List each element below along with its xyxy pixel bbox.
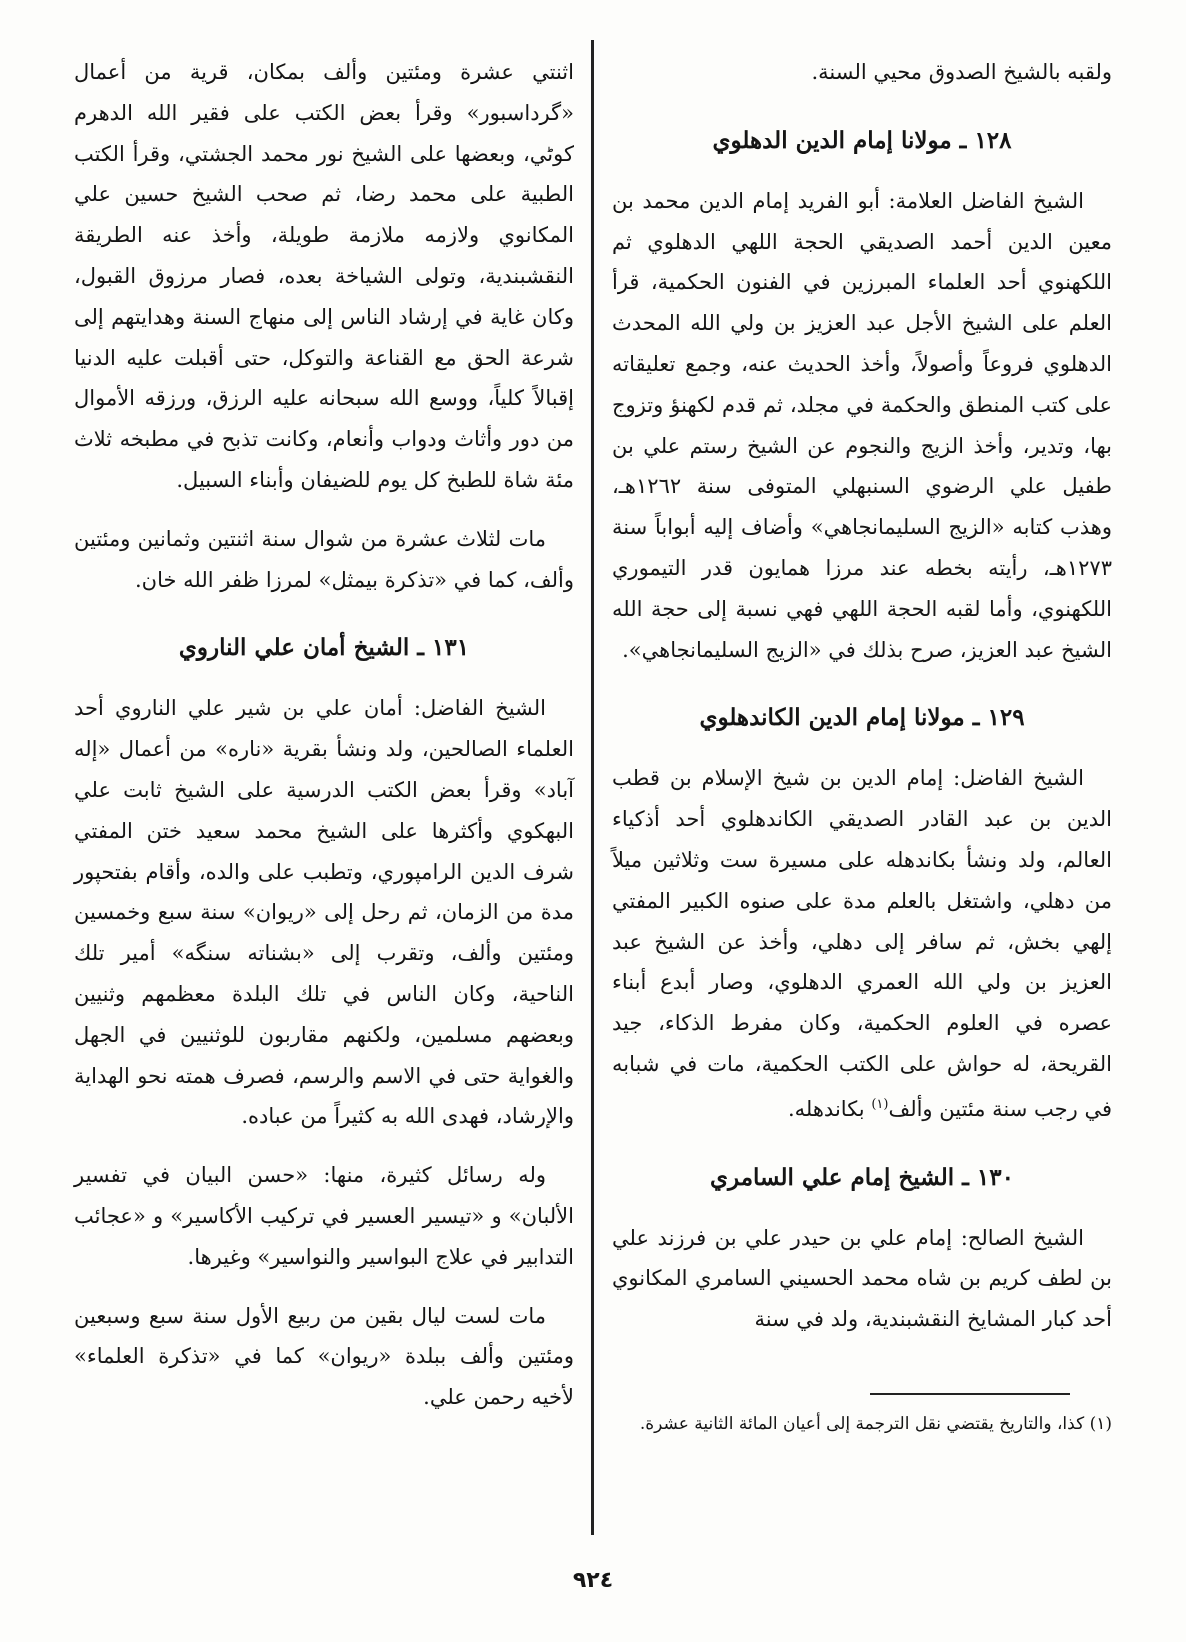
- entry-130-paragraph: الشيخ الصالح: إمام علي بن حيدر علي بن فرزند علي بن لطف كريم بن شاه محمد الحسيني السامري المكانوي أحد كبار المشايخ النقشبندية، ولد في سنة: [612, 1225, 1112, 1332]
- entry-129-heading: ١٢٩ ـ مولانا إمام الدين الكاندهلوي: [699, 704, 1025, 732]
- entry-131-paragraph: الشيخ الفاضل: أمان علي بن شير علي الناروي أحد العلماء الصالحين، ولد ونشأ بقرية «ناره» من أعمال «إله آباد» وقرأ بعض الكتب الدرسية على الشيخ ثابت علي البهكوي وأكثرها على الشيخ محمد سعيد ختن المفتي شرف الدين الرامپوري، وتطبب على والده، وأقام بفتحپور مدة من الزمان، ثم رحل إلى «ريوان» سنة سبع وخمسين ومئتين وألف، وتقرب إلى «بشناته سنگه» أمير تلك الناحية، وكان الناس في تلك البلدة معظمهم وثنيين وبعضهم مسلمين، ولكنهم مقاربون للوثنيين في الجهل والغواية حتى في الاسم والرسم، فصرف همته نحو الهداية والإرشاد، فهدى الله به كثيراً من عباده.: [74, 696, 574, 1129]
- entry-128-paragraph: الشيخ الفاضل العلامة: أبو الفريد إمام الدين محمد بن معين الدين أحمد الصديقي الحجة اللهي الدهلوي ثم اللكهنوي أحد العلماء المبرزين في الفنون الحكمية، قرأ العلم على الشيخ الأجل عبد العزيز بن ولي الله المحدث الدهلوي فروعاً وأصولاً، وأخذ الحديث عنه، وجمع تعليقاته على كتب المنطق والحكمة في مجلد، ثم قدم لكهنؤ وتزوج بها، وتدير، وأخذ الزيج والنجوم عن الشيخ رستم علي بن طفيل علي الرضوي السنبهلي المتوفى سنة ١٢٦٢هـ، وهذب كتابه «الزيج السليمانجاهي» وأضاف إليه أبواباً سنة ١٢٧٣هـ، رأيته بخطه عند مرزا همايون قدر التيموري اللكهنوي، وأما لقبه الحجة اللهي فهي نسبة إلى حجة الله الشيخ عبد العزيز، صرح بذلك في «الزيج السليمانجاهي».: [612, 188, 1112, 662]
- footnote: (١) كذا، والتاريخ يقتضي نقل الترجمة إلى أعيان المائة الثانية عشرة.: [639, 1414, 1112, 1434]
- entry-128-heading: ١٢٨ ـ مولانا إمام الدين الدهلوي: [712, 126, 1012, 154]
- opening-line: ولقبه بالشيخ الصدوق محيي السنة.: [811, 60, 1112, 84]
- page-number: ٩٢٤: [572, 1568, 614, 1593]
- entry-129-paragraph: [612, 758, 1112, 1129]
- footnote-rule: [870, 1393, 1070, 1395]
- left-column: [74, 52, 574, 1436]
- entry-129-text-end: بكاندهله.: [787, 1096, 872, 1121]
- right-column: [612, 52, 1112, 1358]
- entry-130-death: مات لثلاث عشرة من شوال سنة اثنتين وثمانين ومئتين وألف، كما في «تذكرة بيمثل» لمرزا ظفر الله خان.: [74, 526, 574, 592]
- entry-131-works: وله رسائل كثيرة، منها: «حسن البيان في تفسير الألبان» و «تيسير العسير في تركيب الأكاسير» و «عجائب التدابير في علاج البواسير والنواسير» وغيرها.: [74, 1163, 574, 1269]
- entry-130-heading: ١٣٠ ـ الشيخ إمام علي السامري: [710, 1163, 1014, 1191]
- entry-129-text: الشيخ الفاضل: إمام الدين بن شيخ الإسلام بن قطب الدين بن عبد القادر الصديقي الكاندهلوي أحد أذكياء العالم، ولد ونشأ بكاندهله على مسيرة ست وثلاثين ميلاً من دهلي، واشتغل بالعلم مدة على صنوه الكبير المفتي إلهي بخش، ثم سافر إلى دهلي، وأخذ عن الشيخ عبد العزيز بن ولي الله العمري الدهلوي، وصار أبدع أبناء عصره في العلوم الحكمية، وكان مفرط الذكاء، جيد القريحة، له حواش على الكتب الحكمية، مات في شبابه في رجب سنة مئتين وألف: [612, 766, 1112, 1121]
- footnote-marker[interactable]: (١): [871, 1096, 889, 1112]
- entry-131-death: مات لست ليال بقين من ربيع الأول سنة سبع وسبعين ومئتين وألف ببلدة «ريوان» كما في «تذكرة العلماء» لأخيه رحمن علي.: [74, 1303, 574, 1410]
- entry-130-continuation: اثنتي عشرة ومئتين وألف بمكان، قرية من أعمال «گرداسبور» وقرأ بعض الكتب على فقير الله الدهرم كوٹي، وبعضها على الشيخ نور محمد الجشتي، وقرأ الكتب الطبية على محمد رضا، ثم صحب الشيخ حسين علي المكانوي ولازمه ملازمة طويلة، وأخذ عنه الطريقة النقشبندية، وتولى الشياخة بعده، فصار مرزوق القبول، وكان غاية في إرشاد الناس إلى منهاج السنة وهدايتهم إلى شرعة الحق مع القناعة والتوكل، حتى أقبلت عليه الدنيا إقبالاً كلياً، ووسع الله سبحانه عليه الرزق، ورزقه الأموال من دور وأثاث ودواب وأنعام، وكانت تذبح في مطبخه ثلاث مئة شاة للطبخ كل يوم للضيفان وأبناء السبيل.: [74, 60, 574, 492]
- entry-131-heading: ١٣١ ـ الشيخ أمان علي الناروي: [178, 634, 470, 662]
- column-divider: [591, 40, 594, 1535]
